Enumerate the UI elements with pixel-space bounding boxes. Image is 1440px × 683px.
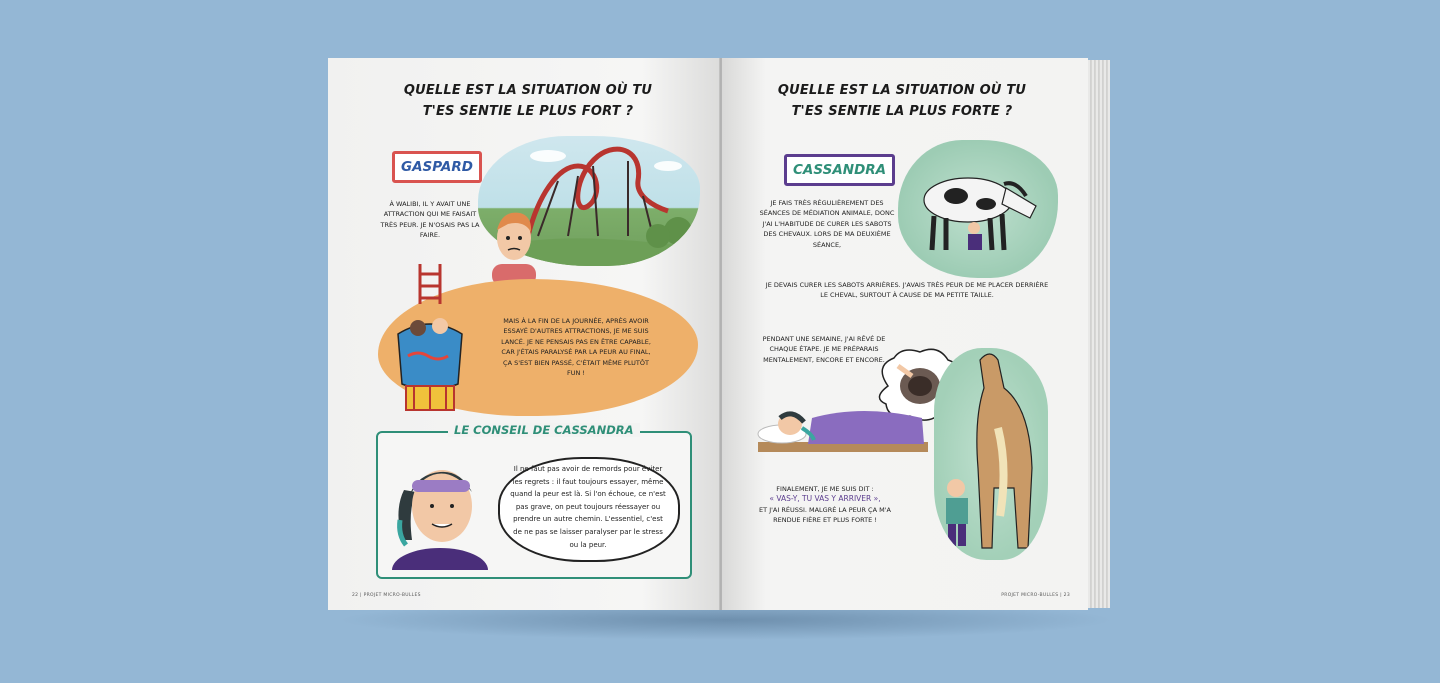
- right-title-line2: T'ES SENTIE LA PLUS FORTE ?: [791, 104, 1013, 119]
- right-page: [722, 58, 1088, 610]
- cassandra-portrait-illustration: [390, 450, 490, 570]
- gaspard-text-2: MAIS À LA FIN DE LA JOURNÉE, APRÈS AVOIR ESSAYÉ D'AUTRES ATTRACTIONS, JE ME SUIS LANCÉ. JE NE PENSAIS PAS EN ÊTRE CAPABLE, CAR J'ÉTAIS PARALYSÉ PAR LA PEUR AU FINAL, ÇA S'EST BIEN PASSÉ, C'ÉTAIT MÊME PLUTÔT FUN !: [501, 317, 651, 378]
- left-page-footer: 22 | PROJET MICRO-BULLES: [352, 593, 421, 598]
- ride-car-illustration: [390, 264, 470, 414]
- left-page: [328, 58, 720, 610]
- left-title-line2: T'ES SENTIE LE PLUS FORT ?: [422, 104, 634, 119]
- cassandra-text-4-intro: FINALEMENT, JE ME SUIS DIT :: [776, 485, 874, 493]
- right-page-footer: PROJET MICRO-BULLES | 23: [1001, 593, 1070, 598]
- horse-behind-illustration: [934, 348, 1048, 560]
- left-page-title: [388, 80, 668, 122]
- gaspard-text-1: À WALIBI, IL Y AVAIT UNE ATTRACTION QUI ME FAISAIT TRÈS PEUR. JE N'OSAIS PAS LA FAIRE.: [380, 200, 480, 240]
- left-title-line1: QUELLE EST LA SITUATION OÙ TU: [403, 83, 653, 98]
- horse-hoof-illustration: [898, 140, 1058, 278]
- gaspard-name-tag: [392, 151, 482, 183]
- cassandra-text-2: JE DEVAIS CURER LES SABOTS ARRIÈRES. J'AVAIS TRÈS PEUR DE ME PLACER DERRIÈRE LE CHEVAL, SURTOUT À CAUSE DE MA PETITE TAILLE.: [765, 281, 1049, 300]
- cassandra-text-4-end: ET J'AI RÉUSSI. MALGRÉ LA PEUR ÇA M'A RENDUE FIÈRE ET PLUS FORTE !: [759, 505, 891, 525]
- conseil-text: Il ne faut pas avoir de remords pour éviter les regrets : il faut toujours essayer, même quand la peur est là. Si l'on échoue, ce n'est pas grave, on peut toujours réessayer ou prendre un autre chemin. L'essentiel, c'est de ne pas se laisser paralyser par le stress ou la peur.: [510, 465, 666, 549]
- cassandra-name: CASSANDRA: [793, 162, 887, 178]
- right-page-title: [762, 80, 1042, 122]
- cassandra-name-tag: [784, 154, 895, 186]
- cassandra-text-3: PENDANT UNE SEMAINE, J'AI RÊVÉ DE CHAQUE ÉTAPE. JE ME PRÉPARAIS MENTALEMENT, ENCORE ET ENCORE.: [762, 335, 886, 364]
- cassandra-text-4: [750, 484, 900, 526]
- sleeping-girl-illustration: [752, 388, 932, 458]
- conseil-title: LE CONSEIL DE CASSANDRA: [448, 423, 640, 437]
- cassandra-text-1: JE FAIS TRÈS RÉGULIÈREMENT DES SÉANCES DE MÉDIATION ANIMALE, DONC J'AI L'HABITUDE DE CURER LES SABOTS DES CHEVAUX. LORS DE MA DEUXIÈME SÉANCE,: [759, 199, 895, 249]
- cassandra-quote: « VAS-Y, TU VAS Y ARRIVER »,: [769, 494, 881, 504]
- gaspard-illustration: [488, 204, 540, 286]
- right-title-line1: QUELLE EST LA SITUATION OÙ TU: [777, 83, 1027, 98]
- gaspard-name: GASPARD: [401, 159, 473, 175]
- page-edges: [1088, 60, 1110, 608]
